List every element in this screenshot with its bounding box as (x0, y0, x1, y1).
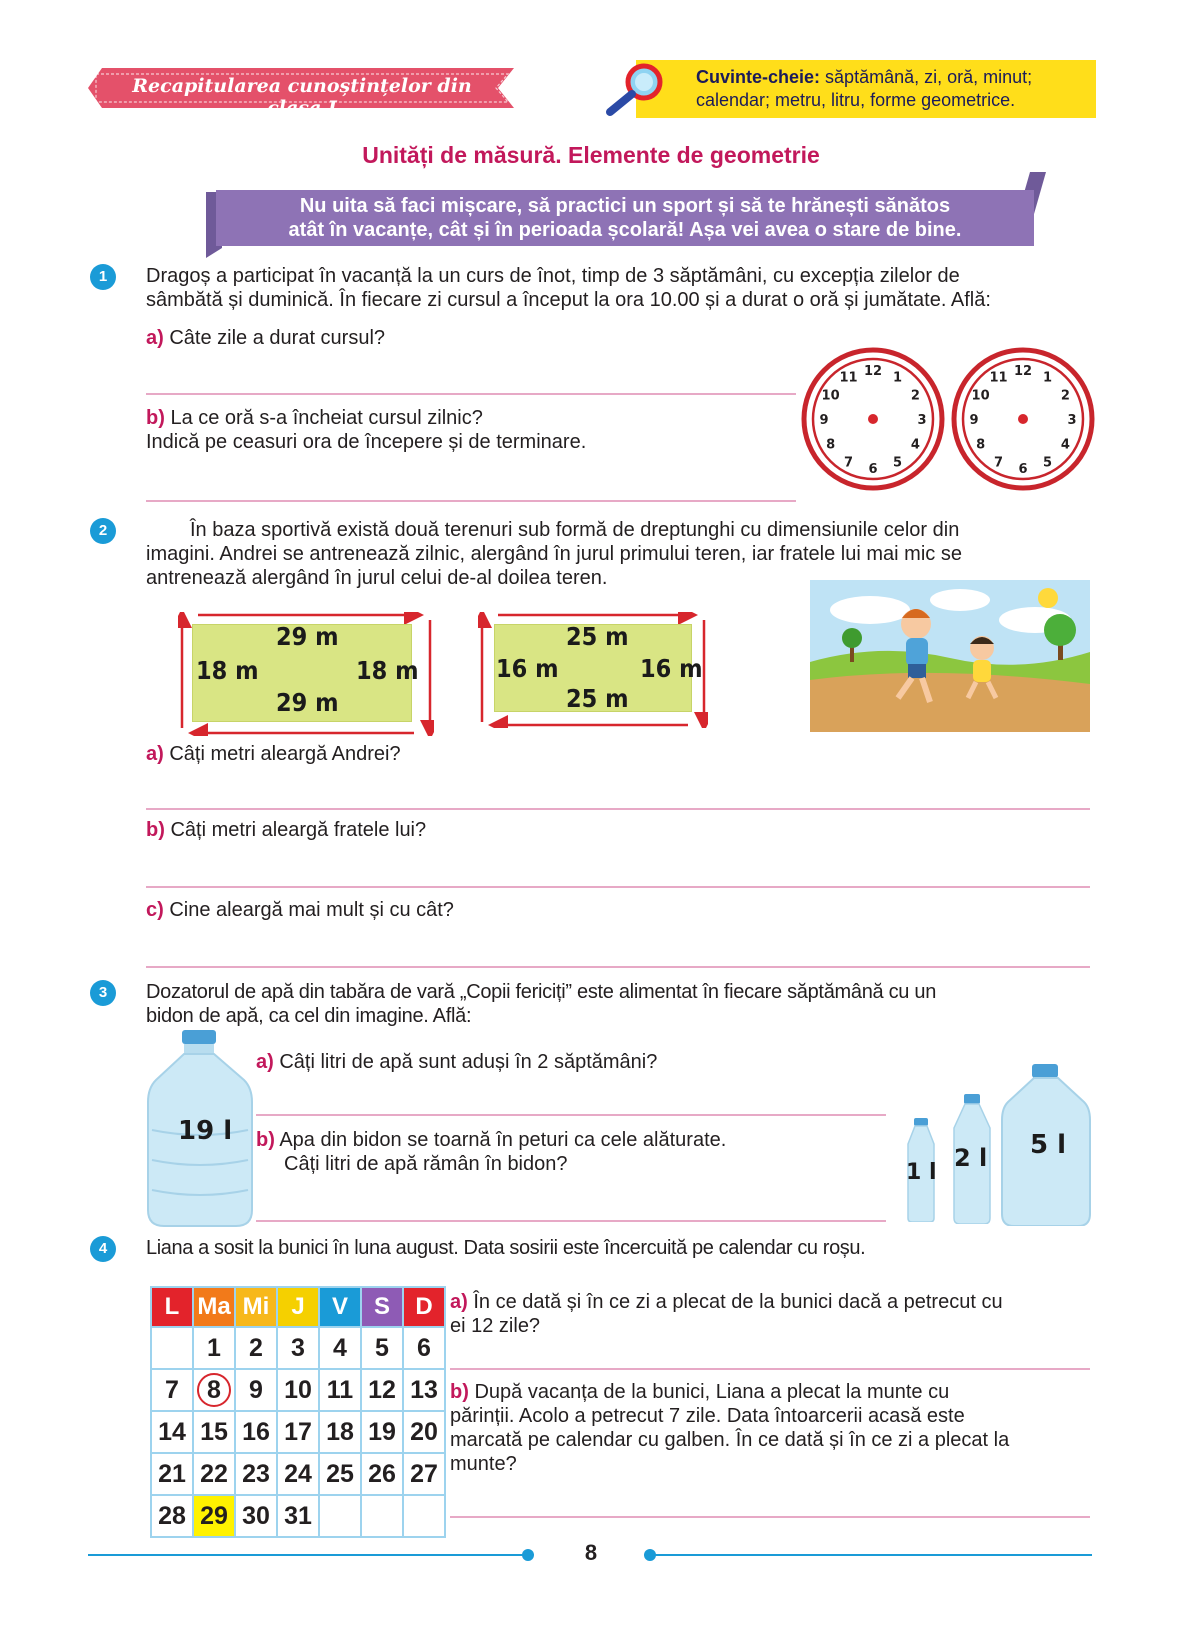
section-banner (88, 68, 514, 119)
answer-line[interactable] (450, 1368, 1090, 1370)
answer-line[interactable] (146, 886, 1090, 888)
exercise-number-4: 4 (90, 1236, 116, 1262)
ex4-question-b (450, 1380, 1096, 1476)
calendar-date-cell[interactable]: 21 (151, 1453, 193, 1495)
ex2-question-a (146, 742, 401, 766)
calendar-day-header: L (151, 1287, 193, 1327)
clock-number: 4 (1060, 437, 1070, 453)
calendar-date-cell (319, 1495, 361, 1537)
ex3-a-text: Câți litri de apă sunt aduși în 2 săptămâni? (279, 1051, 658, 1073)
keywords-label: Cuvinte-cheie: (696, 67, 821, 87)
clock-number: 2 (1060, 388, 1070, 404)
keywords-line1: săptămână, zi, oră, minut; (825, 67, 1033, 87)
ex4-statement: Liana a sosit la bunici în luna august. Data sosirii este încercuită pe calendar cu roșu. (146, 1237, 866, 1259)
clock-number: 11 (839, 370, 858, 386)
august-calendar (150, 1286, 446, 1538)
calendar-date-cell[interactable]: 25 (319, 1453, 361, 1495)
clock-number: 5 (1042, 455, 1053, 471)
calendar-date-cell[interactable]: 14 (151, 1411, 193, 1453)
calendar-date-cell[interactable]: 19 (361, 1411, 403, 1453)
clock-number: 6 (1018, 462, 1028, 477)
calendar-date-cell[interactable]: 6 (403, 1327, 445, 1369)
ex2-a-label: a) (146, 743, 164, 765)
clock-number: 8 (976, 437, 986, 453)
ex4-a-label: a) (450, 1291, 468, 1313)
ex4-b-text3: marcată pe calendar cu galben. În ce dată și în ce zi a plecat la (450, 1429, 1010, 1451)
calendar-date-cell[interactable] (193, 1369, 235, 1411)
calendar-week-row (151, 1369, 445, 1411)
clock-number: 3 (917, 413, 927, 428)
calendar-date-cell (361, 1495, 403, 1537)
big-bottle-label: 19 l (178, 1116, 233, 1146)
ex1-b-text2: Indică pe ceasuri ora de începere și de terminare. (146, 431, 587, 453)
calendar-week-row (151, 1327, 445, 1369)
footer-rule-left (88, 1554, 530, 1556)
calendar-date-cell[interactable]: 18 (319, 1411, 361, 1453)
ex2-question-c (146, 898, 454, 922)
ex3-line2: bidon de apă, ca cel din imagine. Află: (146, 1005, 472, 1027)
answer-line[interactable] (146, 966, 1090, 968)
calendar-week-row (151, 1495, 445, 1537)
footer-rule-right (650, 1554, 1092, 1556)
ex2-c-text: Cine aleargă mai mult și cu cât? (169, 899, 454, 921)
clock-number: 12 (1013, 364, 1033, 379)
field1-left: 18 m (196, 656, 259, 685)
calendar-date-cell[interactable]: 9 (235, 1369, 277, 1411)
calendar-date-cell[interactable]: 10 (277, 1369, 319, 1411)
page-number: 8 (584, 1540, 598, 1565)
ex4-a-text2: ei 12 zile? (450, 1315, 541, 1337)
clock-face-end[interactable] (950, 346, 1096, 492)
clock-number: 10 (971, 388, 990, 404)
bottle-2l-label: 2 l (954, 1144, 988, 1172)
ex3-question-a (256, 1050, 657, 1074)
ex1-line2: sâmbătă și duminică. În fiecare zi cursul a început la ora 10.00 și a durat o oră și jumătate. Află: (146, 289, 991, 311)
calendar-date-cell[interactable]: 15 (193, 1411, 235, 1453)
ex4-b-text4: munte? (450, 1453, 517, 1475)
ex1-b-label: b) (146, 407, 165, 429)
clock-number: 11 (989, 370, 1008, 386)
motto-line2: atât în vacanțe, cât și în perioada școlară! Așa vei avea o stare de bine. (288, 219, 962, 241)
calendar-date-cell[interactable]: 24 (277, 1453, 319, 1495)
field2-left: 16 m (496, 654, 559, 683)
ex3-statement (146, 980, 1096, 1028)
calendar-week-row (151, 1411, 445, 1453)
ex4-a-text1: În ce dată și în ce zi a plecat de la bunici dacă a petrecut cu (473, 1291, 1003, 1313)
ex3-question-b (256, 1128, 726, 1176)
bottle-5l-label: 5 l (1030, 1130, 1067, 1160)
answer-line[interactable] (256, 1220, 886, 1222)
keywords-box (636, 60, 1096, 118)
answer-line[interactable] (146, 808, 1090, 810)
ex4-b-label: b) (450, 1381, 469, 1403)
ex3-line1: Dozatorul de apă din tabăra de vară „Copii fericiți” este alimentat în fiecare săptămână cu un (146, 981, 937, 1003)
calendar-date-cell[interactable]: 26 (361, 1453, 403, 1495)
bottle-1l-label: 1 l (906, 1160, 937, 1185)
clock-number: 7 (843, 455, 854, 471)
ex2-c-label: c) (146, 899, 164, 921)
motto-line1: Nu uita să faci mișcare, să practici un sport și să te hrănești sănătos (299, 195, 951, 217)
ex2-b-label: b) (146, 819, 165, 841)
keywords-line2: calendar; metru, litru, forme geometrice. (696, 90, 1016, 110)
calendar-day-header: Ma (193, 1287, 235, 1327)
clock-number: 8 (826, 437, 836, 453)
clock-number: 1 (892, 370, 903, 386)
calendar-date-cell[interactable]: 23 (235, 1453, 277, 1495)
ex4-b-text2: părinții. Acolo a petrecut 7 zile. Data întoarcerii acasă este (450, 1405, 965, 1427)
calendar-date-cell[interactable]: 29 (193, 1495, 235, 1537)
motto-banner (216, 190, 1034, 246)
calendar-date-cell[interactable]: 7 (151, 1369, 193, 1411)
calendar-date-cell[interactable]: 12 (361, 1369, 403, 1411)
clock-face-start[interactable] (800, 346, 946, 492)
calendar-date-cell[interactable]: 5 (361, 1327, 403, 1369)
field2-right: 16 m (640, 654, 703, 683)
calendar-date-cell[interactable]: 16 (235, 1411, 277, 1453)
clock-number: 12 (863, 364, 883, 379)
calendar-date-cell[interactable]: 13 (403, 1369, 445, 1411)
calendar-date-cell[interactable]: 20 (403, 1411, 445, 1453)
exercise-number-3: 3 (90, 980, 116, 1006)
answer-line[interactable] (450, 1516, 1090, 1518)
ex1-statement (146, 264, 1096, 312)
page-title: Unități de măsură. Elemente de geometrie (362, 142, 820, 168)
ex4-b-text1: După vacanța de la bunici, Liana a plecat la munte cu (474, 1381, 950, 1403)
field1-right: 18 m (356, 656, 419, 685)
calendar-day-header: D (403, 1287, 445, 1327)
ex4-question-a (450, 1290, 1096, 1338)
clock-number: 10 (821, 388, 840, 404)
clock-number: 9 (969, 413, 979, 428)
ex1-a-text: Câte zile a durat cursul? (169, 327, 386, 349)
answer-line[interactable] (146, 500, 796, 502)
ex2-line3: antrenează alergând în jurul celui de-al doilea teren. (146, 567, 608, 589)
ex1-a-label: a) (146, 327, 164, 349)
calendar-date-cell[interactable]: 11 (319, 1369, 361, 1411)
field1-top: 29 m (276, 622, 339, 651)
circled-date: 8 (197, 1373, 231, 1407)
calendar-date-cell[interactable]: 31 (277, 1495, 319, 1537)
calendar-date-cell[interactable]: 2 (235, 1327, 277, 1369)
calendar-day-header: Mi (235, 1287, 277, 1327)
ex1-question-a (146, 326, 385, 350)
ex2-line1: În baza sportivă există două terenuri sub formă de dreptunghi cu dimensiunile celor din (190, 519, 960, 541)
calendar-day-header: S (361, 1287, 403, 1327)
clock-number: 7 (993, 455, 1004, 471)
calendar-date-cell[interactable]: 22 (193, 1453, 235, 1495)
ex3-b-label: b) (256, 1129, 275, 1151)
ex1-question-b (146, 406, 586, 454)
exercise-number-2: 2 (90, 518, 116, 544)
magnifier-icon (604, 58, 676, 120)
exercise-number-1: 1 (90, 264, 116, 290)
calendar-date-cell[interactable]: 1 (193, 1327, 235, 1369)
calendar-date-cell (403, 1495, 445, 1537)
clock-number: 5 (892, 455, 903, 471)
answer-line[interactable] (146, 393, 796, 395)
ex1-b-text1: La ce oră s-a încheiat cursul zilnic? (170, 407, 483, 429)
calendar-date-cell[interactable]: 3 (277, 1327, 319, 1369)
field1-bottom: 29 m (276, 688, 339, 717)
calendar-date-cell[interactable]: 27 (403, 1453, 445, 1495)
answer-line[interactable] (256, 1114, 886, 1116)
clock-number: 6 (868, 462, 878, 477)
calendar-date-cell[interactable]: 17 (277, 1411, 319, 1453)
ex2-line2: imagini. Andrei se antrenează zilnic, alergând în jurul primului teren, iar fratele lui mai mic se (146, 543, 962, 565)
footer-dot-left (522, 1549, 534, 1561)
ex2-b-text: Câți metri aleargă fratele lui? (170, 819, 427, 841)
clock-number: 4 (910, 437, 920, 453)
running-kids-illustration (810, 580, 1090, 732)
banner-text: Recapitularea cunoștințelor din clasa I (132, 75, 472, 119)
ex3-b-text1: Apa din bidon se toarnă în peturi ca cele alăturate. (279, 1129, 727, 1151)
calendar-date-cell[interactable]: 30 (235, 1495, 277, 1537)
field2-bottom: 25 m (566, 684, 629, 713)
calendar-day-header: J (277, 1287, 319, 1327)
ex1-line1: Dragoș a participat în vacanță la un curs de înot, timp de 3 săptămâni, cu excepția zilelor de (146, 265, 960, 287)
calendar-date-cell (151, 1327, 193, 1369)
field2-top: 25 m (566, 622, 629, 651)
clock-number: 2 (910, 388, 920, 404)
keywords-text (696, 66, 1092, 112)
calendar-date-cell[interactable]: 4 (319, 1327, 361, 1369)
ex2-a-text: Câți metri aleargă Andrei? (169, 743, 401, 765)
calendar-day-header: V (319, 1287, 361, 1327)
clock-number: 1 (1042, 370, 1053, 386)
clock-number: 3 (1067, 413, 1077, 428)
clock-number: 9 (819, 413, 829, 428)
calendar-week-row (151, 1453, 445, 1495)
ex3-b-text2: Câți litri de apă rămân în bidon? (284, 1153, 568, 1175)
ex3-a-label: a) (256, 1051, 274, 1073)
ex2-question-b (146, 818, 426, 842)
calendar-date-cell[interactable]: 28 (151, 1495, 193, 1537)
